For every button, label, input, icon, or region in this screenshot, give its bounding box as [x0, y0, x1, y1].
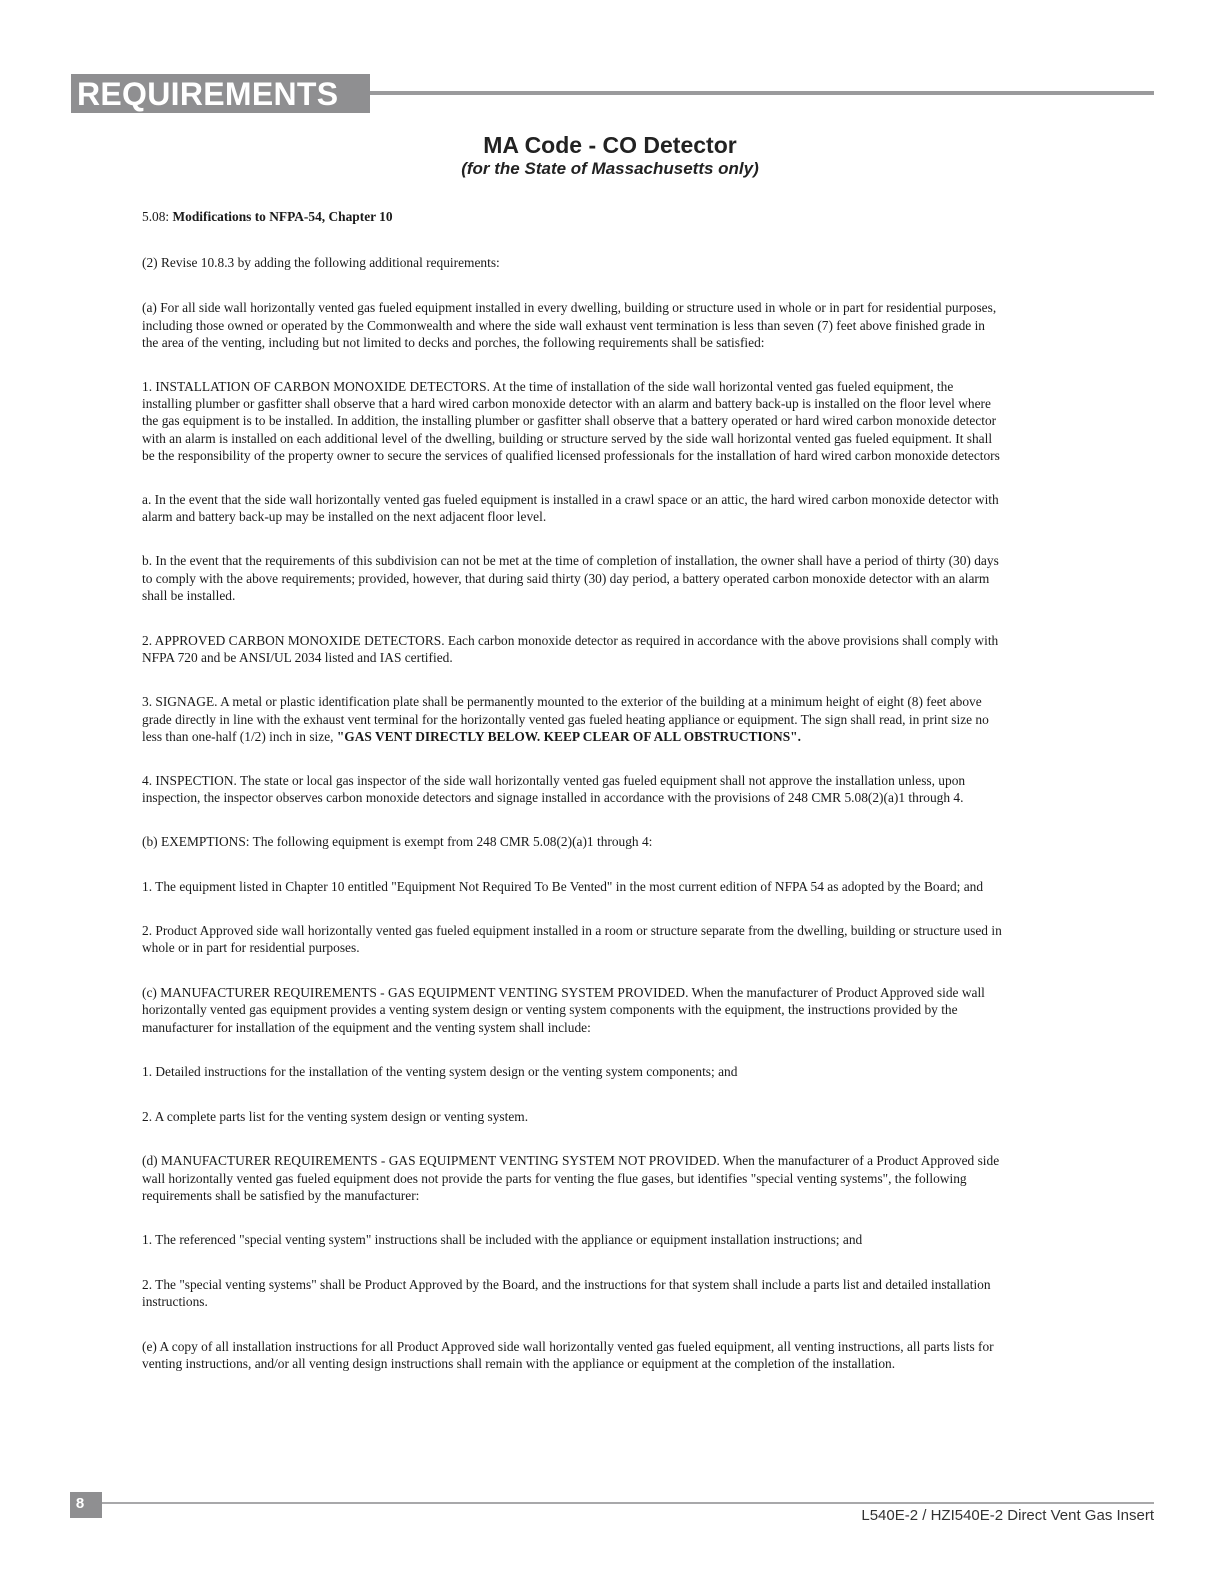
- paragraph-item-4: 4. INSPECTION. The state or local gas inspector of the side wall horizontally vented gas fueled equipment shall not approve the installation unless, upon inspection, the inspector observes carbon monoxide detectors and signage installed in accordance with the provisions of 248 CMR 5.08(2)(a)1 through 4.: [142, 773, 966, 806]
- page-title: MA Code - CO Detector: [483, 132, 737, 158]
- paragraph-item-2: 2. APPROVED CARBON MONOXIDE DETECTORS. Each carbon monoxide detector as required in accordance with the above provisions shall comply with NFPA 720 and be ANSI/UL 2034 listed and IAS certified.: [142, 633, 999, 666]
- paragraph-d-2: 2. The "special venting systems" shall be Product Approved by the Board, and the instructions for that system shall include a parts list and detailed installation instructions.: [142, 1277, 991, 1310]
- section-header-bar: [71, 74, 370, 113]
- header-rule: [370, 91, 1154, 95]
- paragraph-e: (e) A copy of all installation instructions for all Product Approved side wall horizontally vented gas fueled equipment, all venting instructions, all parts lists for venting instructions, and/or all venting design instructions shall remain with the appliance or equipment at the completion of the installation.: [142, 1338, 994, 1371]
- section-heading: [142, 208, 1002, 225]
- page-number: 8: [75, 1495, 85, 1512]
- paragraph-c-2: 2. A complete parts list for the venting system design or venting system.: [142, 1109, 529, 1125]
- paragraph-b-2: 2. Product Approved side wall horizontally vented gas fueled equipment installed in a room or structure separate from the dwelling, building or structure used in whole or in part for residential purposes.: [142, 922, 1002, 956]
- paragraph-item-1b: b. In the event that the requirements of this subdivision can not be met at the time of completion of installation, the owner shall have a period of thirty (30) days to comply with the above requirements; provided, however, that during said thirty (30) day period, a battery operated carbon monoxide detector with an alarm shall be installed.: [142, 553, 999, 603]
- item-3-sign-text: "GAS VENT DIRECTLY BELOW. KEEP CLEAR OF ALL OBSTRUCTIONS".: [336, 728, 801, 744]
- paragraph-c-1: 1. Detailed instructions for the installation of the venting system design or the venting system components; and: [142, 1063, 738, 1079]
- footer-model-name: L540E-2 / HZI540E-2 Direct Vent Gas Insert: [861, 1507, 1154, 1524]
- paragraph-d-intro: (d) MANUFACTURER REQUIREMENTS - GAS EQUIPMENT VENTING SYSTEM NOT PROVIDED. When the manufacturer of a Product Approved side wall horizontally vented gas fueled equipment does not provide the parts for venting the flue gases, but identifies "special venting systems", the following requirements shall be satisfied by the manufacturer:: [142, 1153, 1000, 1203]
- section-heading-text: Modifications to NFPA-54, Chapter 10: [172, 209, 393, 224]
- page-subtitle: (for the State of Massachusetts only): [461, 159, 759, 178]
- section-header-title: REQUIREMENTS: [77, 76, 339, 112]
- paragraph-d-1: 1. The referenced "special venting system" instructions shall be included with the appliance or equipment installation instructions; and: [142, 1231, 863, 1247]
- paragraph-item-3: [142, 693, 1002, 745]
- paragraph-b-intro: (b) EXEMPTIONS: The following equipment is exempt from 248 CMR 5.08(2)(a)1 through 4:: [142, 834, 653, 850]
- item-3-text: 3. SIGNAGE. A metal or plastic identification plate shall be permanently mounted to the exterior of the building at a minimum height of eight (8) feet above grade directly in line with the exhaust vent terminal for the horizontally vented gas fueled heating appliance or equipment. The sign shall read, in print size no less than one-half (1/2) inch in size,: [142, 694, 989, 744]
- paragraph-a-intro: (a) For all side wall horizontally vented gas fueled equipment installed in every dwelling, building or structure used in whole or in part for residential purposes, including those owned or operated by the Commonwealth and where the side wall exhaust vent termination is less than seven (7) feet above finished grade in the area of the venting, including but not limited to decks and porches, the following requirements shall be satisfied:: [142, 300, 997, 350]
- footer-rule: [101, 1502, 1154, 1504]
- paragraph-b-1: 1. The equipment listed in Chapter 10 entitled "Equipment Not Required To Be Vented" in the most current edition of NFPA 54 as adopted by the Board; and: [142, 878, 984, 894]
- document-body: [142, 208, 1002, 1372]
- paragraph-revise: (2) Revise 10.8.3 by adding the following additional requirements:: [142, 255, 500, 271]
- paragraph-item-1: 1. INSTALLATION OF CARBON MONOXIDE DETECTORS. At the time of installation of the side wall horizontal vented gas fueled equipment, the installing plumber or gasfitter shall observe that a hard wired carbon monoxide detector with an alarm and battery back-up is installed on the floor level where the gas equipment is to be installed. In addition, the installing plumber or gasfitter shall observe that a battery operated or hard wired carbon monoxide detector with an alarm is installed on each additional level of the dwelling, building or structure served by the side wall horizontal vented gas fueled equipment. It shall be the responsibility of the property owner to secure the services of qualified licensed professionals for the installation of hard wired carbon monoxide detectors: [142, 379, 1000, 463]
- paragraph-c-intro: (c) MANUFACTURER REQUIREMENTS - GAS EQUIPMENT VENTING SYSTEM PROVIDED. When the manufacturer of Product Approved side wall horizontally vented gas equipment provides a venting system design or venting system components with the equipment, the instructions provided by the manufacturer for installation of the equipment and the venting system shall include:: [142, 985, 985, 1035]
- page-number-box: [70, 1492, 102, 1518]
- section-number: 5.08:: [142, 209, 170, 224]
- paragraph-item-1a: a. In the event that the side wall horizontally vented gas fueled equipment is installed in a crawl space or an attic, the hard wired carbon monoxide detector with alarm and battery back-up may be installed on the next adjacent floor level.: [142, 492, 999, 525]
